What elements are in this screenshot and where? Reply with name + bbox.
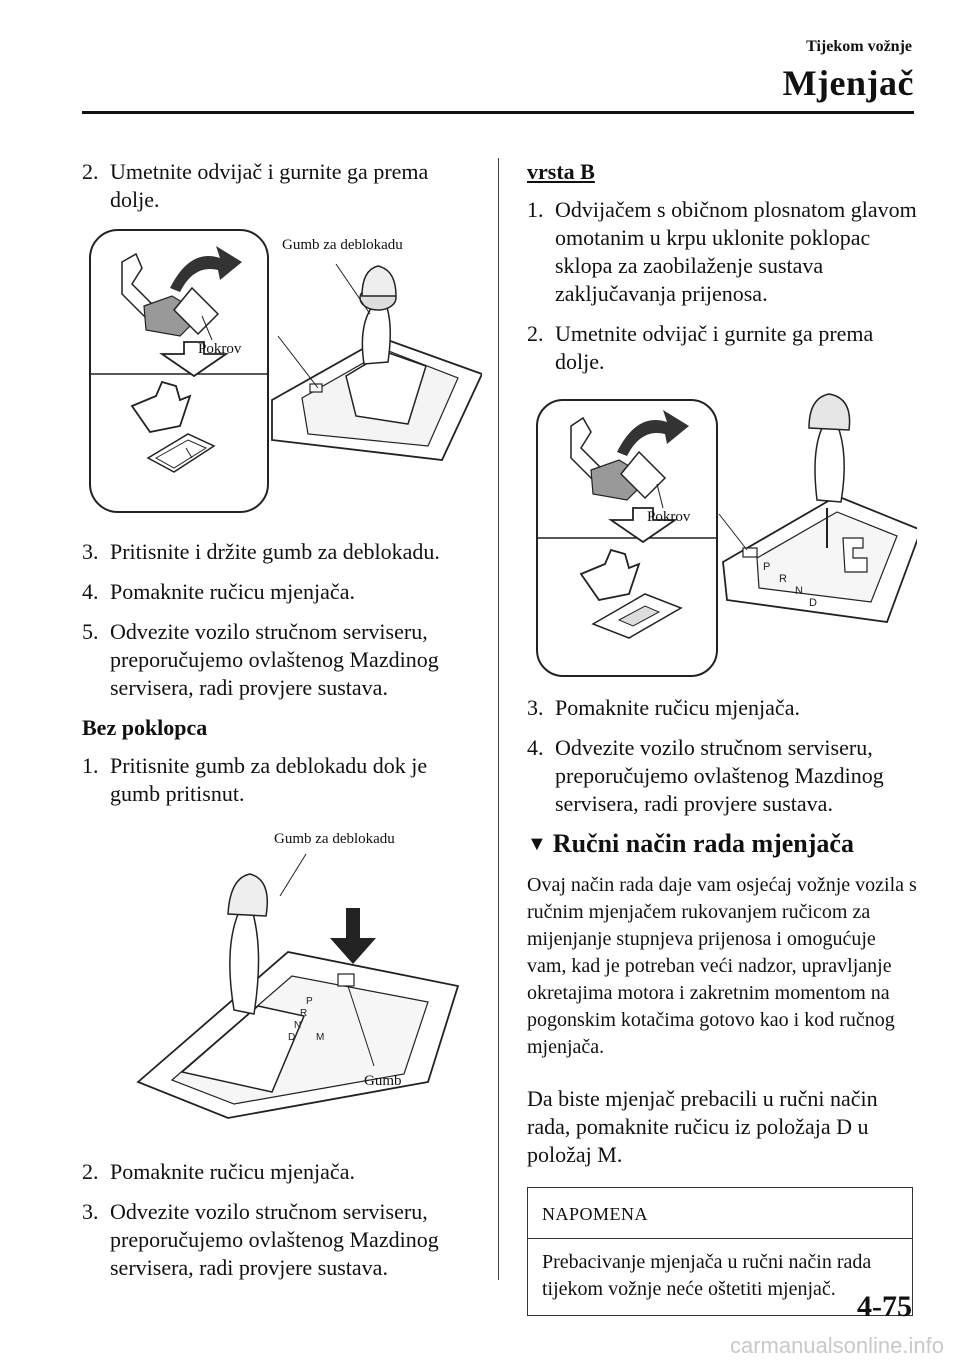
step-text: Odvijačem s običnom plosnatom glavom omotanim u krpu uklonite poklopac sklopa za zaobilaženje sustava zaključavanja prijenosa.: [555, 197, 917, 306]
step-text: Pomaknite ručicu mjenjača.: [110, 1159, 355, 1184]
subheading: Bez poklopca: [82, 715, 208, 740]
triangle-down-icon: ▼: [527, 833, 547, 855]
step-number: 4.: [527, 735, 544, 760]
step-number: 5.: [82, 619, 99, 644]
step-text: Odvezite vozilo stručnom serviseru, preporučujemo ovlaštenog Mazdinog servisera, radi provjere sustava.: [110, 1199, 439, 1280]
svg-text:R: R: [779, 573, 787, 585]
step-number: 3.: [527, 695, 544, 720]
left-column: [82, 158, 482, 1294]
step-text: Odvezite vozilo stručnom serviseru, preporučujemo ovlaštenog Mazdinog servisera, radi provjere sustava.: [110, 619, 439, 700]
shifter-release-illustration: [82, 834, 482, 1146]
step-number: 2.: [527, 321, 544, 346]
svg-text:P: P: [763, 561, 771, 573]
step-text: Pritisnite gumb za deblokadu dok je gumb pritisnut.: [110, 753, 428, 806]
svg-text:M: M: [316, 1032, 325, 1043]
svg-text:D: D: [809, 597, 817, 609]
note-body: Prebacivanje mjenjača u ručni način rada tijekom vožnje neće oštetiti mjenjač.: [542, 1251, 872, 1300]
column-divider: [498, 158, 499, 1280]
step-item: [82, 618, 482, 702]
step-number: 2.: [82, 159, 99, 184]
section-heading-text: Ručni način rada mjenjača: [552, 829, 854, 858]
step-item: [82, 1158, 482, 1186]
section-heading: [527, 830, 917, 858]
step-item: [527, 734, 917, 818]
step-text: Umetnite odvijač i gurnite ga prema dolje.: [110, 159, 429, 212]
paragraph: Da biste mjenjač prebacili u ručni način rada, pomaknite ručicu iz položaja D u položaj M.: [527, 1086, 878, 1167]
section-header: Tijekom vožnje: [806, 38, 912, 55]
step-item: [82, 538, 482, 566]
step-text: Pritisnite i držite gumb za deblokadu.: [110, 539, 440, 564]
step-text: Pomaknite ručicu mjenjača.: [555, 695, 800, 720]
step-number: 2.: [82, 1159, 99, 1184]
step-item: [82, 578, 482, 606]
step-item: [82, 1198, 482, 1282]
svg-text:R: R: [300, 1008, 308, 1019]
shifter-type-b-illustration: [527, 388, 917, 682]
page-title: Mjenjač: [782, 63, 914, 103]
variant-heading: vrsta B: [527, 159, 595, 184]
page-number: 4-75: [857, 1290, 912, 1323]
step-number: 3.: [82, 1199, 99, 1224]
step-number: 4.: [82, 579, 99, 604]
step-item: [527, 694, 917, 722]
button-label: Gumb: [364, 1073, 402, 1089]
svg-text:N: N: [795, 585, 803, 597]
step-item: [82, 752, 482, 808]
figure-shift-lock-cover: [82, 226, 482, 526]
release-button-label: Gumb za deblokadu: [282, 237, 403, 253]
step-text: Odvezite vozilo stručnom serviseru, preporučujemo ovlaštenog Mazdinog servisera, radi provjere sustava.: [555, 735, 884, 816]
right-column: [527, 158, 917, 1316]
svg-text:P: P: [306, 996, 313, 1007]
step-item: [82, 158, 482, 214]
note-heading: NAPOMENA: [528, 1188, 912, 1239]
step-number: 1.: [527, 197, 544, 222]
header-rule: [82, 111, 914, 114]
step-number: 1.: [82, 753, 99, 778]
svg-text:D: D: [288, 1032, 296, 1043]
step-text: Pomaknite ručicu mjenjača.: [110, 579, 355, 604]
release-button-label: Gumb za deblokadu: [274, 831, 395, 847]
figure-release-button: [82, 831, 482, 1146]
svg-text:N: N: [294, 1020, 302, 1031]
step-item: [527, 196, 917, 308]
step-item: [527, 320, 917, 376]
cover-label: Pokrov: [198, 341, 242, 357]
figure-type-b-cover: [527, 388, 917, 682]
paragraph: Ovaj način rada daje vam osjećaj vožnje vozila s ručnim mjenjačem rukovanjem ručicom za mijenjanje stupnjeva prijenosa i omogućuje vam, kad je potreban veći nadzor, upravljanje okretajima motora i zakretnim momentom na pogonskim kotačima gotovo kao i kod ručnog mjenjača.: [527, 874, 917, 1058]
cover-label: Pokrov: [647, 509, 691, 525]
note-box: [527, 1187, 913, 1316]
watermark: carmanualsonline.info: [729, 1333, 944, 1358]
step-text: Umetnite odvijač i gurnite ga prema dolje.: [555, 321, 874, 374]
step-number: 3.: [82, 539, 99, 564]
shifter-cover-illustration: [82, 226, 482, 526]
